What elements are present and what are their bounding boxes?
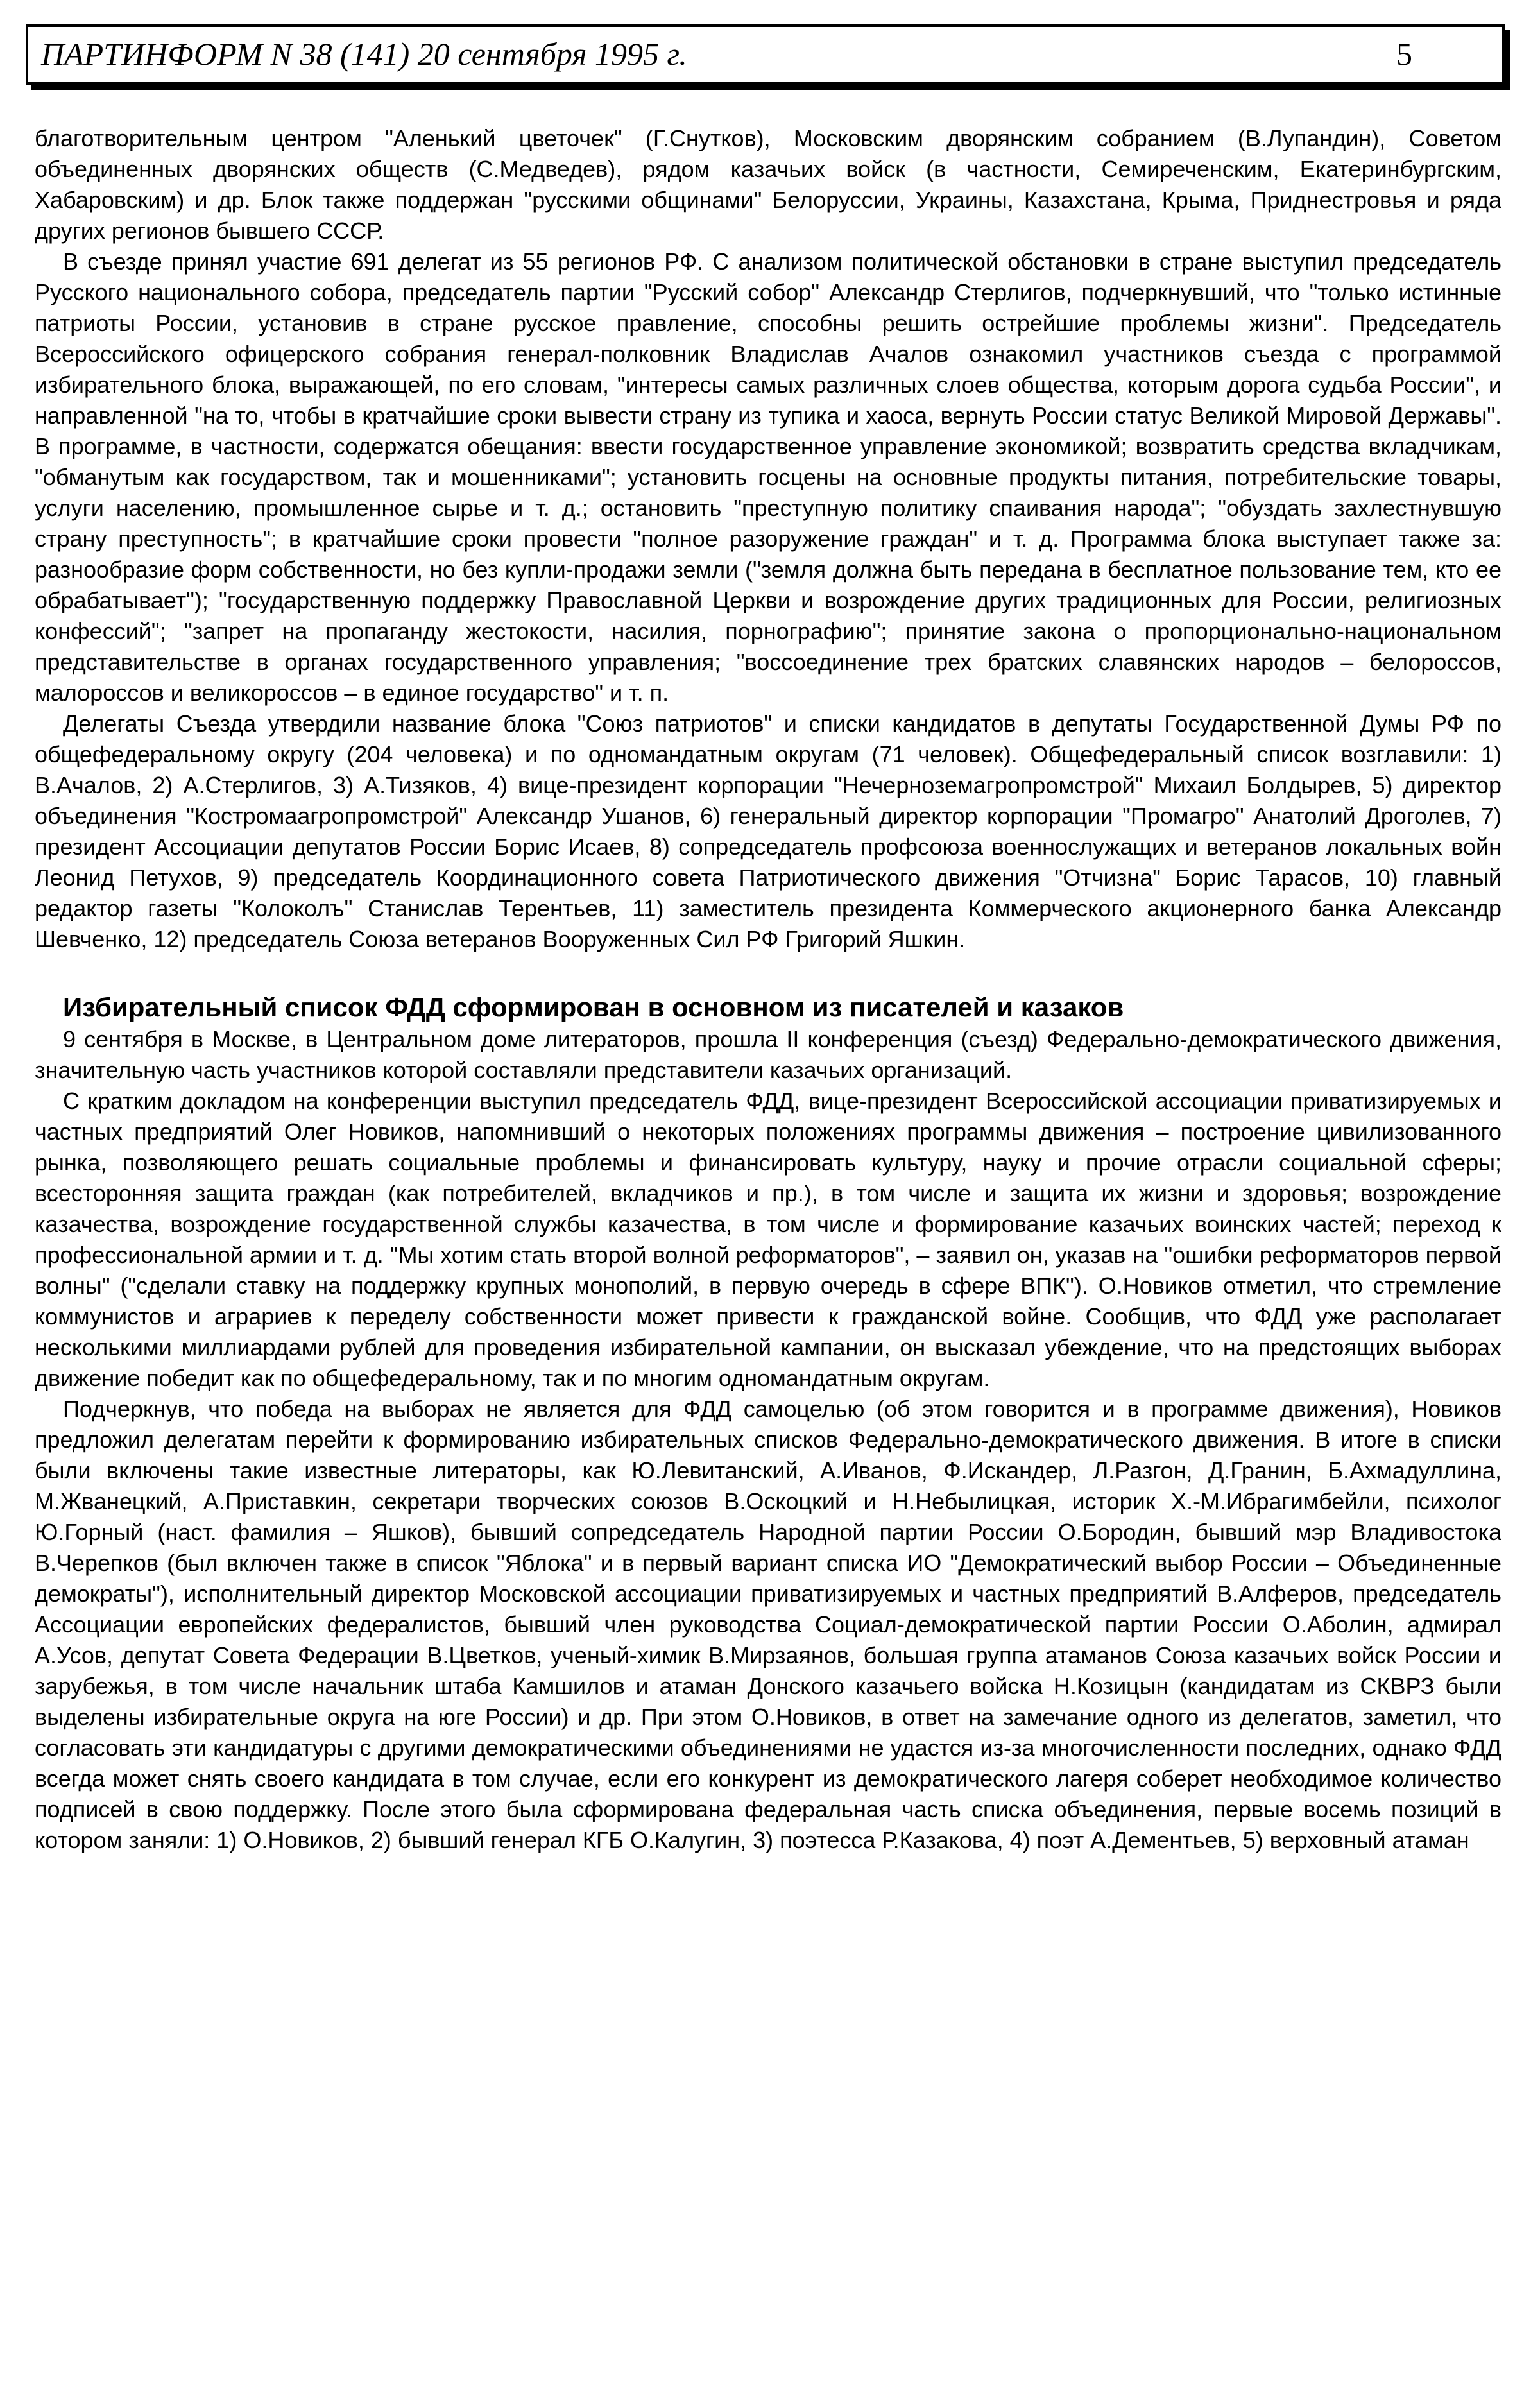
- paragraph: Подчеркнув, что победа на выборах не является для ФДД самоцелью (об этом говорится и в программе движения), Новиков предложил делегатам перейти к формированию избирательных списков Федерально-демократического движения. В итоге в списки были включены такие известные литераторы, как Ю.Левитанский, А.Иванов, Ф.Искандер, Л.Разгон, Д.Гранин, Б.Ахмадуллина, М.Жванецкий, А.Приставкин, секретари творческих союзов В.Оскоцкий и Н.Небылицкая, историк Х.-М.Ибрагимбейли, психолог Ю.Горный (наст. фамилия – Яшков), бывший сопредседатель Народной партии России О.Бородин, бывший мэр Владивостока В.Черепков (был включен также в список "Яблока" и в первый вариант списка ИО "Демократический выбор России – Объединенные демократы"), исполнительный директор Московской ассоциации приватизируемых и частных предприятий В.Алферов, председатель Ассоциации европейских федералистов, бывший член руководства Социал-демократической партии России О.Аболин, адмирал А.Усов, депутат Совета Федерации В.Цветков, ученый-химик В.Мирзаянов, большая группа атаманов Союза казачьих войск России и зарубежья, в том числе начальник штаба Камшилов и атаман Донского казачьего войска Н.Козицын (кандидатам из СКВРЗ были выделены избирательные округа на юге России) и др. При этом О.Новиков, в ответ на замечание одного из делегатов, заметил, что согласовать эти кандидатуры с другими демократическими объединениями не удастся из-за многочисленности последних, однако ФДД всегда может снять своего кандидата в том случае, если его конкурент из демократического лагеря соберет необходимое количество подписей в свою поддержку. После этого была сформирована федеральная часть списка объединения, первые восемь позиций в котором заняли: 1) О.Новиков, 2) бывший генерал КГБ О.Калугин, 3) поэтесса Р.Казакова, 4) поэт А.Дементьев, 5) верховный атаман: [35, 1396, 1502, 1853]
- article-body: [35, 123, 1502, 1856]
- paragraph: С кратким докладом на конференции выступил председатель ФДД, вице-президент Всероссийской ассоциации приватизируемых и частных предприятий Олег Новиков, напомнивший о некоторых положениях программы движения – построение цивилизованного рынка, позволяющего решать социальные проблемы и финансировать культуру, науку и прочие отрасли социальной сферы; всесторонняя защита граждан (как потребителей, вкладчиков и пр.), в том числе и защита их жизни и здоровья; возрождение казачества, возрождение государственной службы казачества, в том числе и формирование казачьих воинских частей; переход к профессиональной армии и т. д. "Мы хотим стать второй волной реформаторов", – заявил он, указав на "ошибки реформаторов первой волны" ("сделали ставку на поддержку крупных монополий, в первую очередь в сфере ВПК"). О.Новиков отметил, что стремление коммунистов и аграриев к переделу собственности может привести к гражданской войне. Сообщив, что ФДД уже располагает несколькими миллиардами рублей для проведения избирательной кампании, он высказал убеждение, что на предстоящих выборах движение победит как по общефедеральному, так и по многим одномандатным округам.: [35, 1088, 1502, 1391]
- paragraph-continuation: благотворительным центром "Аленький цветочек" (Г.Снутков), Московским дворянским собранием (В.Лупандин), Советом объединенных дворянских обществ (С.Медведев), рядом казачьих войск (в частности, Семиреченским, Екатеринбургским, Хабаровским) и др. Блок также поддержан "русскими общинами" Белоруссии, Украины, Казахстана, Крыма, Приднестровья и ряда других регионов бывшего СССР.: [35, 125, 1502, 244]
- paragraph: В съезде принял участие 691 делегат из 55 регионов РФ. С анализом политической обстановки в стране выступил председатель Русского национального собора, председатель партии "Русский собор" Александр Стерлигов, подчеркнувший, что "только истинные патриоты России, установив в стране русское правление, способны решить острейшие проблемы жизни". Председатель Всероссийского офицерского собрания генерал-полковник Владислав Ачалов ознакомил участников съезда с программой избирательного блока, выражающей, по его словам, "интересы самых различных слоев общества, которым дорога судьба России", и направленной "на то, чтобы в кратчайшие сроки вывести страну из тупика и хаоса, вернуть России статус Великой Мировой Державы". В программе, в частности, содержатся обещания: ввести государственное управление экономикой; возвратить средства вкладчикам, "обманутым как государством, так и мошенниками"; установить госцены на основные продукты питания, потребительские товары, услуги населению, промышленное сырье и т. д.; остановить "преступную политику спаивания народа"; "обуздать захлестнувшую страну преступность"; в кратчайшие сроки провести "полное разоружение граждан" и т. д. Программа блока выступает также за: разнообразие форм собственности, но без купли-продажи земли ("земля должна быть передана в бесплатное пользование тем, кто ее обрабатывает"); "государственную поддержку Православной Церкви и возрождение других традиционных для России, религиозных конфессий"; "запрет на пропаганду жестокости, насилия, порнографию"; принятие закона о пропорционально-национальном представительстве в органах государственного управления; "воссоединение трех братских славянских народов – белороссов, малороссов и великороссов – в единое государство" и т. п.: [35, 248, 1502, 706]
- publication-title: ПАРТИНФОРМ N 38 (141) 20 сентября 1995 г.: [41, 36, 687, 72]
- section-heading: Избирательный список ФДД сформирован в основном из писателей и казаков: [63, 992, 1124, 1022]
- page-header: [26, 24, 1505, 85]
- page-number: 5: [1396, 36, 1412, 72]
- paragraph: 9 сентября в Москве, в Центральном доме литераторов, прошла II конференция (съезд) Федерально-демократического движения, значительную часть участников которой составляли представители казачьих организаций.: [35, 1026, 1502, 1083]
- paragraph: Делегаты Съезда утвердили название блока "Союз патриотов" и списки кандидатов в депутаты Государственной Думы РФ по общефедеральному округу (204 человека) и по одномандатным округам (71 человек). Общефедеральный список возглавили: 1) В.Ачалов, 2) А.Стерлигов, 3) А.Тизяков, 4) вице-президент корпорации "Нечерноземагропромстрой" Михаил Болдырев, 5) директор объединения "Костромаагропромстрой" Александр Ушанов, 6) генеральный директор корпорации "Промагро" Анатолий Дроголев, 7) президент Ассоциации депутатов России Борис Исаев, 8) сопредседатель профсоюза военнослужащих и ветеранов локальных войн Леонид Петухов, 9) председатель Координационного совета Патриотического движения "Отчизна" Борис Тарасов, 10) главный редактор газеты "Колоколъ" Станислав Терентьев, 11) заместитель президента Коммерческого акционерного банка Александр Шевченко, 12) председатель Союза ветеранов Вооруженных Сил РФ Григорий Яшкин.: [35, 710, 1502, 952]
- section-spacer: [35, 955, 1502, 991]
